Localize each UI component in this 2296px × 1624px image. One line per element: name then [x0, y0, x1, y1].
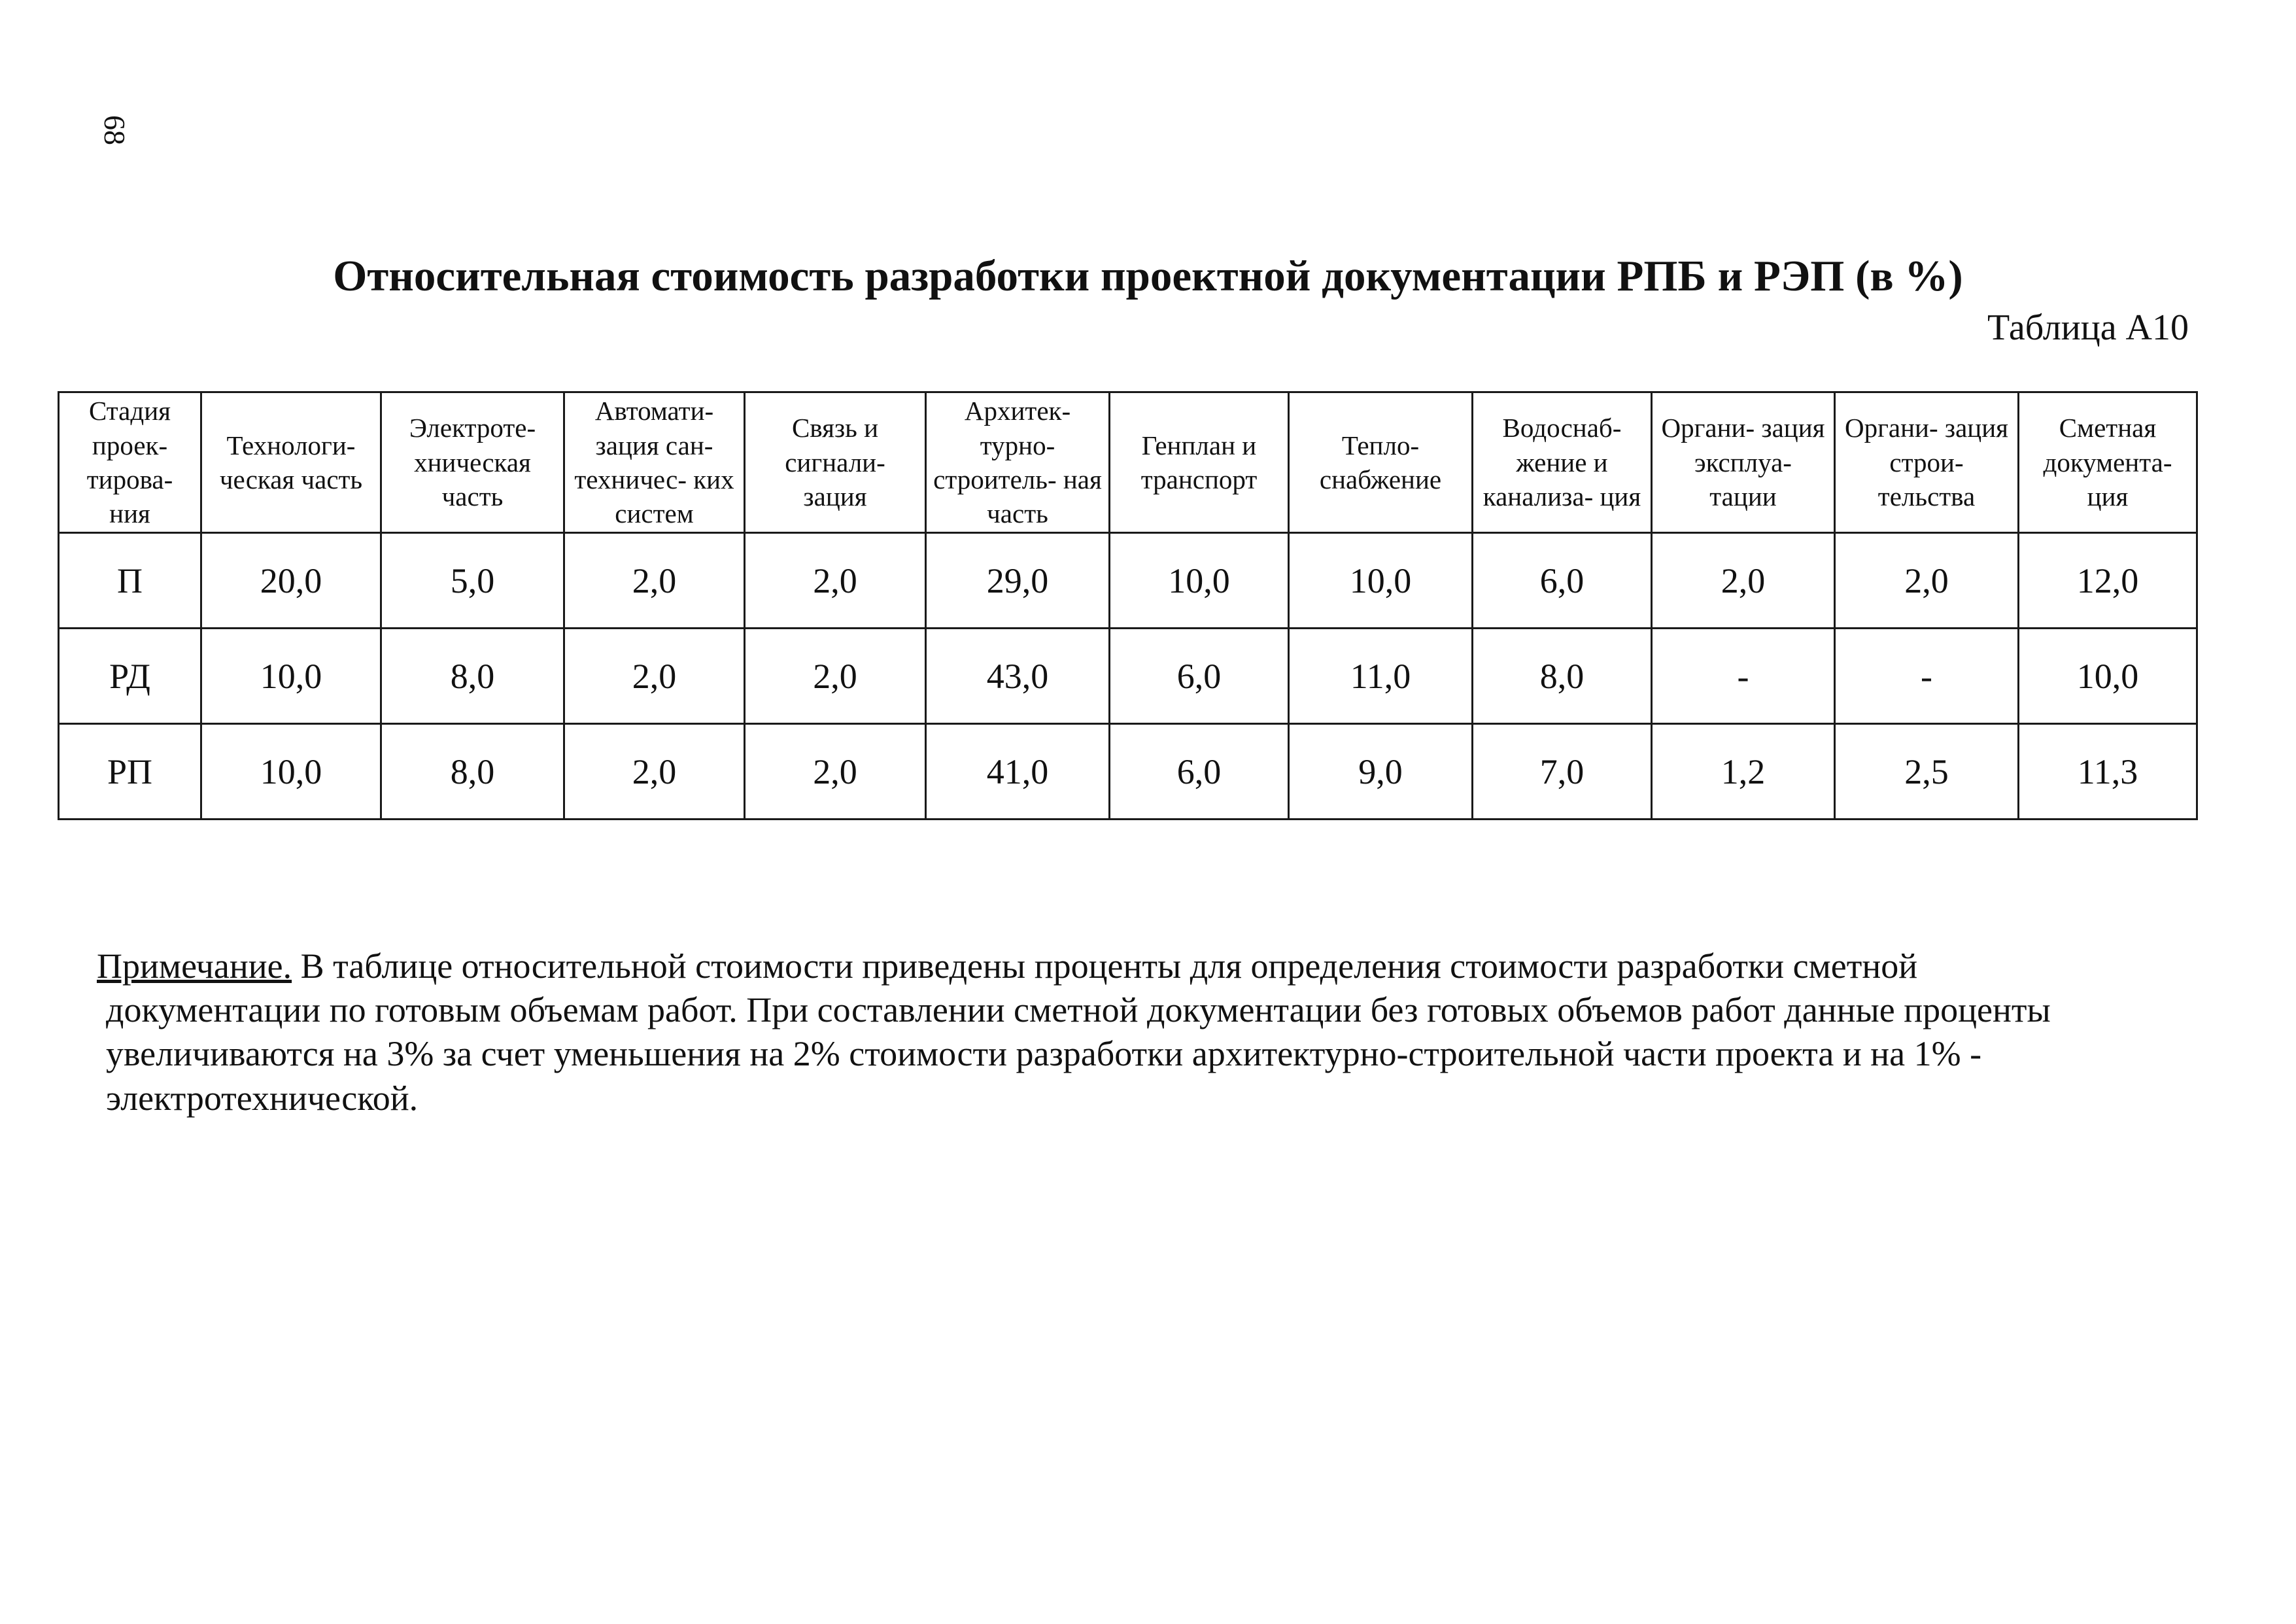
table-cell: -: [1652, 629, 1835, 724]
table-cell: 10,0: [1289, 533, 1473, 629]
table-cell: 29,0: [926, 533, 1110, 629]
table-row: [59, 533, 2197, 629]
note-text: В таблице относительной стоимости приведены проценты для определения стоимости разработки сметной: [292, 946, 1918, 986]
header-cell-stage: Стадия проек- тирова- ния: [59, 392, 201, 533]
table-cell: 12,0: [2019, 533, 2197, 629]
table-cell: 43,0: [926, 629, 1110, 724]
header-cell-architecture: Архитек- турно- строитель- ная часть: [926, 392, 1110, 533]
table-cell: -: [1835, 629, 2019, 724]
table-cell: 2,0: [1835, 533, 2019, 629]
table-cell: П: [59, 533, 201, 629]
table-cell: 11,3: [2019, 724, 2197, 820]
table-row: [59, 724, 2197, 820]
table-cell: 6,0: [1110, 629, 1289, 724]
table-label: Таблица А10: [1987, 307, 2189, 348]
table-cell: 2,5: [1835, 724, 2019, 820]
note-label: Примечание.: [97, 946, 292, 986]
table-cell: 10,0: [2019, 629, 2197, 724]
table-cell: 2,0: [745, 533, 926, 629]
table-cell: 2,0: [564, 533, 745, 629]
header-cell-technology: Технологи- ческая часть: [201, 392, 381, 533]
table-cell: 6,0: [1473, 533, 1652, 629]
table-cell: РП: [59, 724, 201, 820]
table-cell: 10,0: [1110, 533, 1289, 629]
header-row: [59, 392, 2197, 533]
header-cell-general-plan: Генплан и транспорт: [1110, 392, 1289, 533]
header-cell-communication: Связь и сигнали- зация: [745, 392, 926, 533]
table-cell: 10,0: [201, 724, 381, 820]
header-cell-construction-org: Органи- зация строи- тельства: [1835, 392, 2019, 533]
table-cell: 2,0: [564, 724, 745, 820]
table-cell: 6,0: [1110, 724, 1289, 820]
table-cell: 2,0: [1652, 533, 1835, 629]
table-cell: 7,0: [1473, 724, 1652, 820]
header-cell-operation-org: Органи- зация эксплуа- тации: [1652, 392, 1835, 533]
table-cell: 9,0: [1289, 724, 1473, 820]
note-line: увеличиваются на 3% за счет уменьшения на 2% стоимости разработки архитектурно-строительной части проекта и на 1% -: [106, 1034, 1982, 1074]
note-line: [97, 944, 2248, 988]
note-line: документации по готовым объемам работ. При составлении сметной документации без готовых объемов работ данные проценты: [106, 990, 2051, 1030]
page-number: 68: [98, 115, 131, 145]
header-cell-electrical: Электроте- хническая часть: [381, 392, 564, 533]
header-cell-automation: Автомати- зация сан- техничес- ких систем: [564, 392, 745, 533]
header-cell-water-supply: Водоснаб- жение и канализа- ция: [1473, 392, 1652, 533]
table-cell: 41,0: [926, 724, 1110, 820]
table-cell: 2,0: [564, 629, 745, 724]
table-cell: 20,0: [201, 533, 381, 629]
header-cell-estimates: Сметная документа- ция: [2019, 392, 2197, 533]
table-cell: 8,0: [381, 724, 564, 820]
table-cell: 11,0: [1289, 629, 1473, 724]
note-line: электротехнической.: [106, 1078, 419, 1118]
note: [97, 944, 2248, 1120]
header-cell-heat-supply: Тепло- снабжение: [1289, 392, 1473, 533]
table-cell: 5,0: [381, 533, 564, 629]
table-cell: 1,2: [1652, 724, 1835, 820]
table-cell: 2,0: [745, 629, 926, 724]
document-title: Относительная стоимость разработки проектной документации РПБ и РЭП (в %): [333, 252, 1963, 300]
table-cell: 2,0: [745, 724, 926, 820]
table-row: [59, 629, 2197, 724]
table-cell: 8,0: [381, 629, 564, 724]
table-cell: 8,0: [1473, 629, 1652, 724]
table-cell: 10,0: [201, 629, 381, 724]
table-cell: РД: [59, 629, 201, 724]
cost-table: [58, 391, 2198, 820]
